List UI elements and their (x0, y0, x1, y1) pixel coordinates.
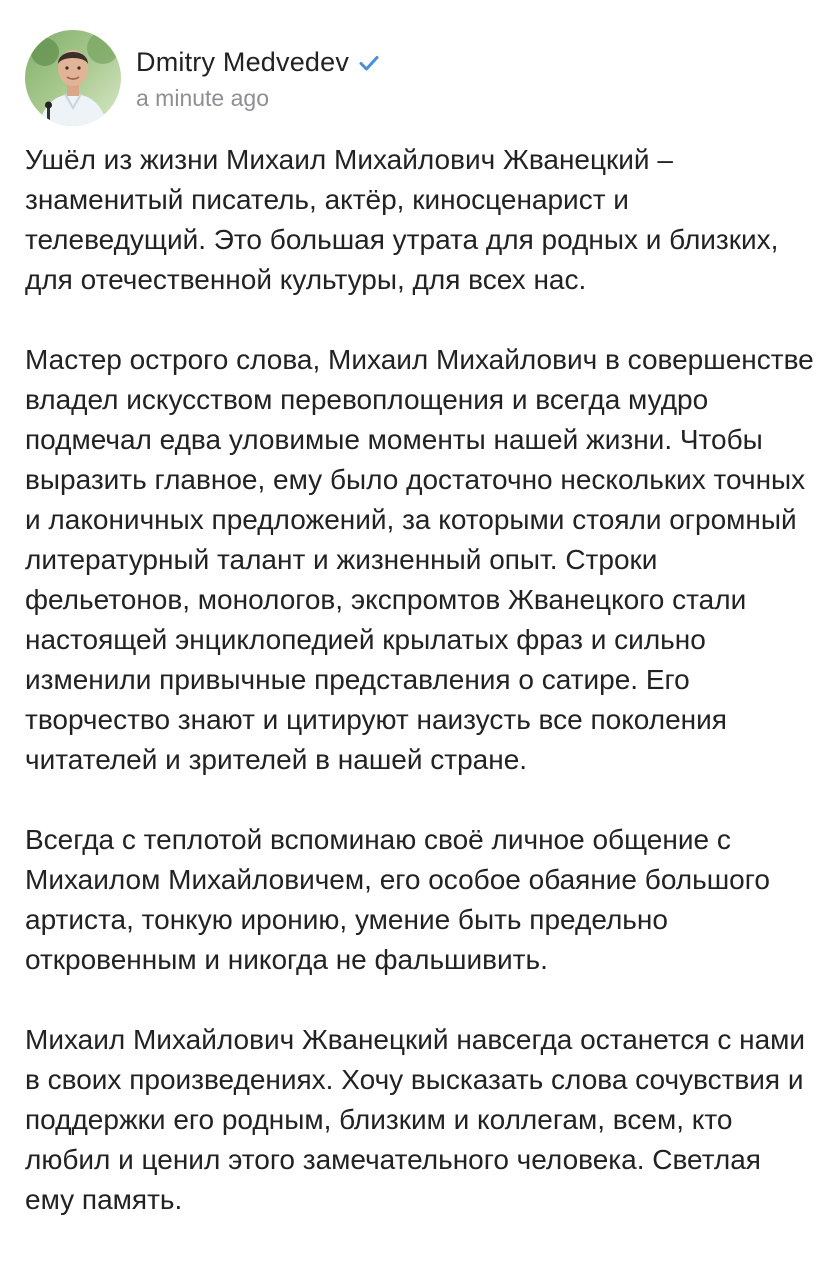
avatar-photo-icon (25, 30, 121, 126)
author-name[interactable]: Dmitry Medvedev (136, 47, 350, 77)
paragraph-4: Михаил Михайлович Жванецкий навсегда останется с нами в своих произведениях. Хочу высказать слова сочувствия и поддержки его родным, близким и коллегам, всем, кто любил и ценил этого замечательного человека. Светлая ему память. (25, 1024, 806, 1215)
check-icon (358, 52, 380, 74)
author-line (136, 45, 380, 81)
author-block (136, 45, 380, 112)
avatar[interactable] (25, 30, 121, 126)
paragraph-2: Мастер острого слова, Михаил Михайлович в совершенстве владел искусством перевоплощения и всегда мудро подмечал едва уловимые моменты нашей жизни. Чтобы выразить главное, ему было достаточно нескольких точных и лаконичных предложений, за которыми стояли огромный литературный талант и жизненный опыт. Строки фельетонов, монологов, экспромтов Жванецкого стали настоящей энциклопедией крылатых фраз и сильно изменили привычные представления о сатире. Его творчество знают и цитируют наизусть все поколения читателей и зрителей в нашей стране. (25, 344, 814, 775)
post-body (25, 140, 815, 1220)
timestamp[interactable]: a minute ago (136, 84, 269, 111)
paragraph-3: Всегда с теплотой вспоминаю своё личное общение с Михаилом Михайловичем, его особое обаяние большого артиста, тонкую иронию, умение быть предельно откровенным и никогда не фальшивить. (25, 824, 770, 975)
post-header (25, 28, 380, 128)
paragraph-1: Ушёл из жизни Михаил Михайлович Жванецкий – знаменитый писатель, актёр, киносценарист и телеведущий. Это большая утрата для родных и близких, для отечественной культуры, для всех нас. (25, 144, 779, 295)
